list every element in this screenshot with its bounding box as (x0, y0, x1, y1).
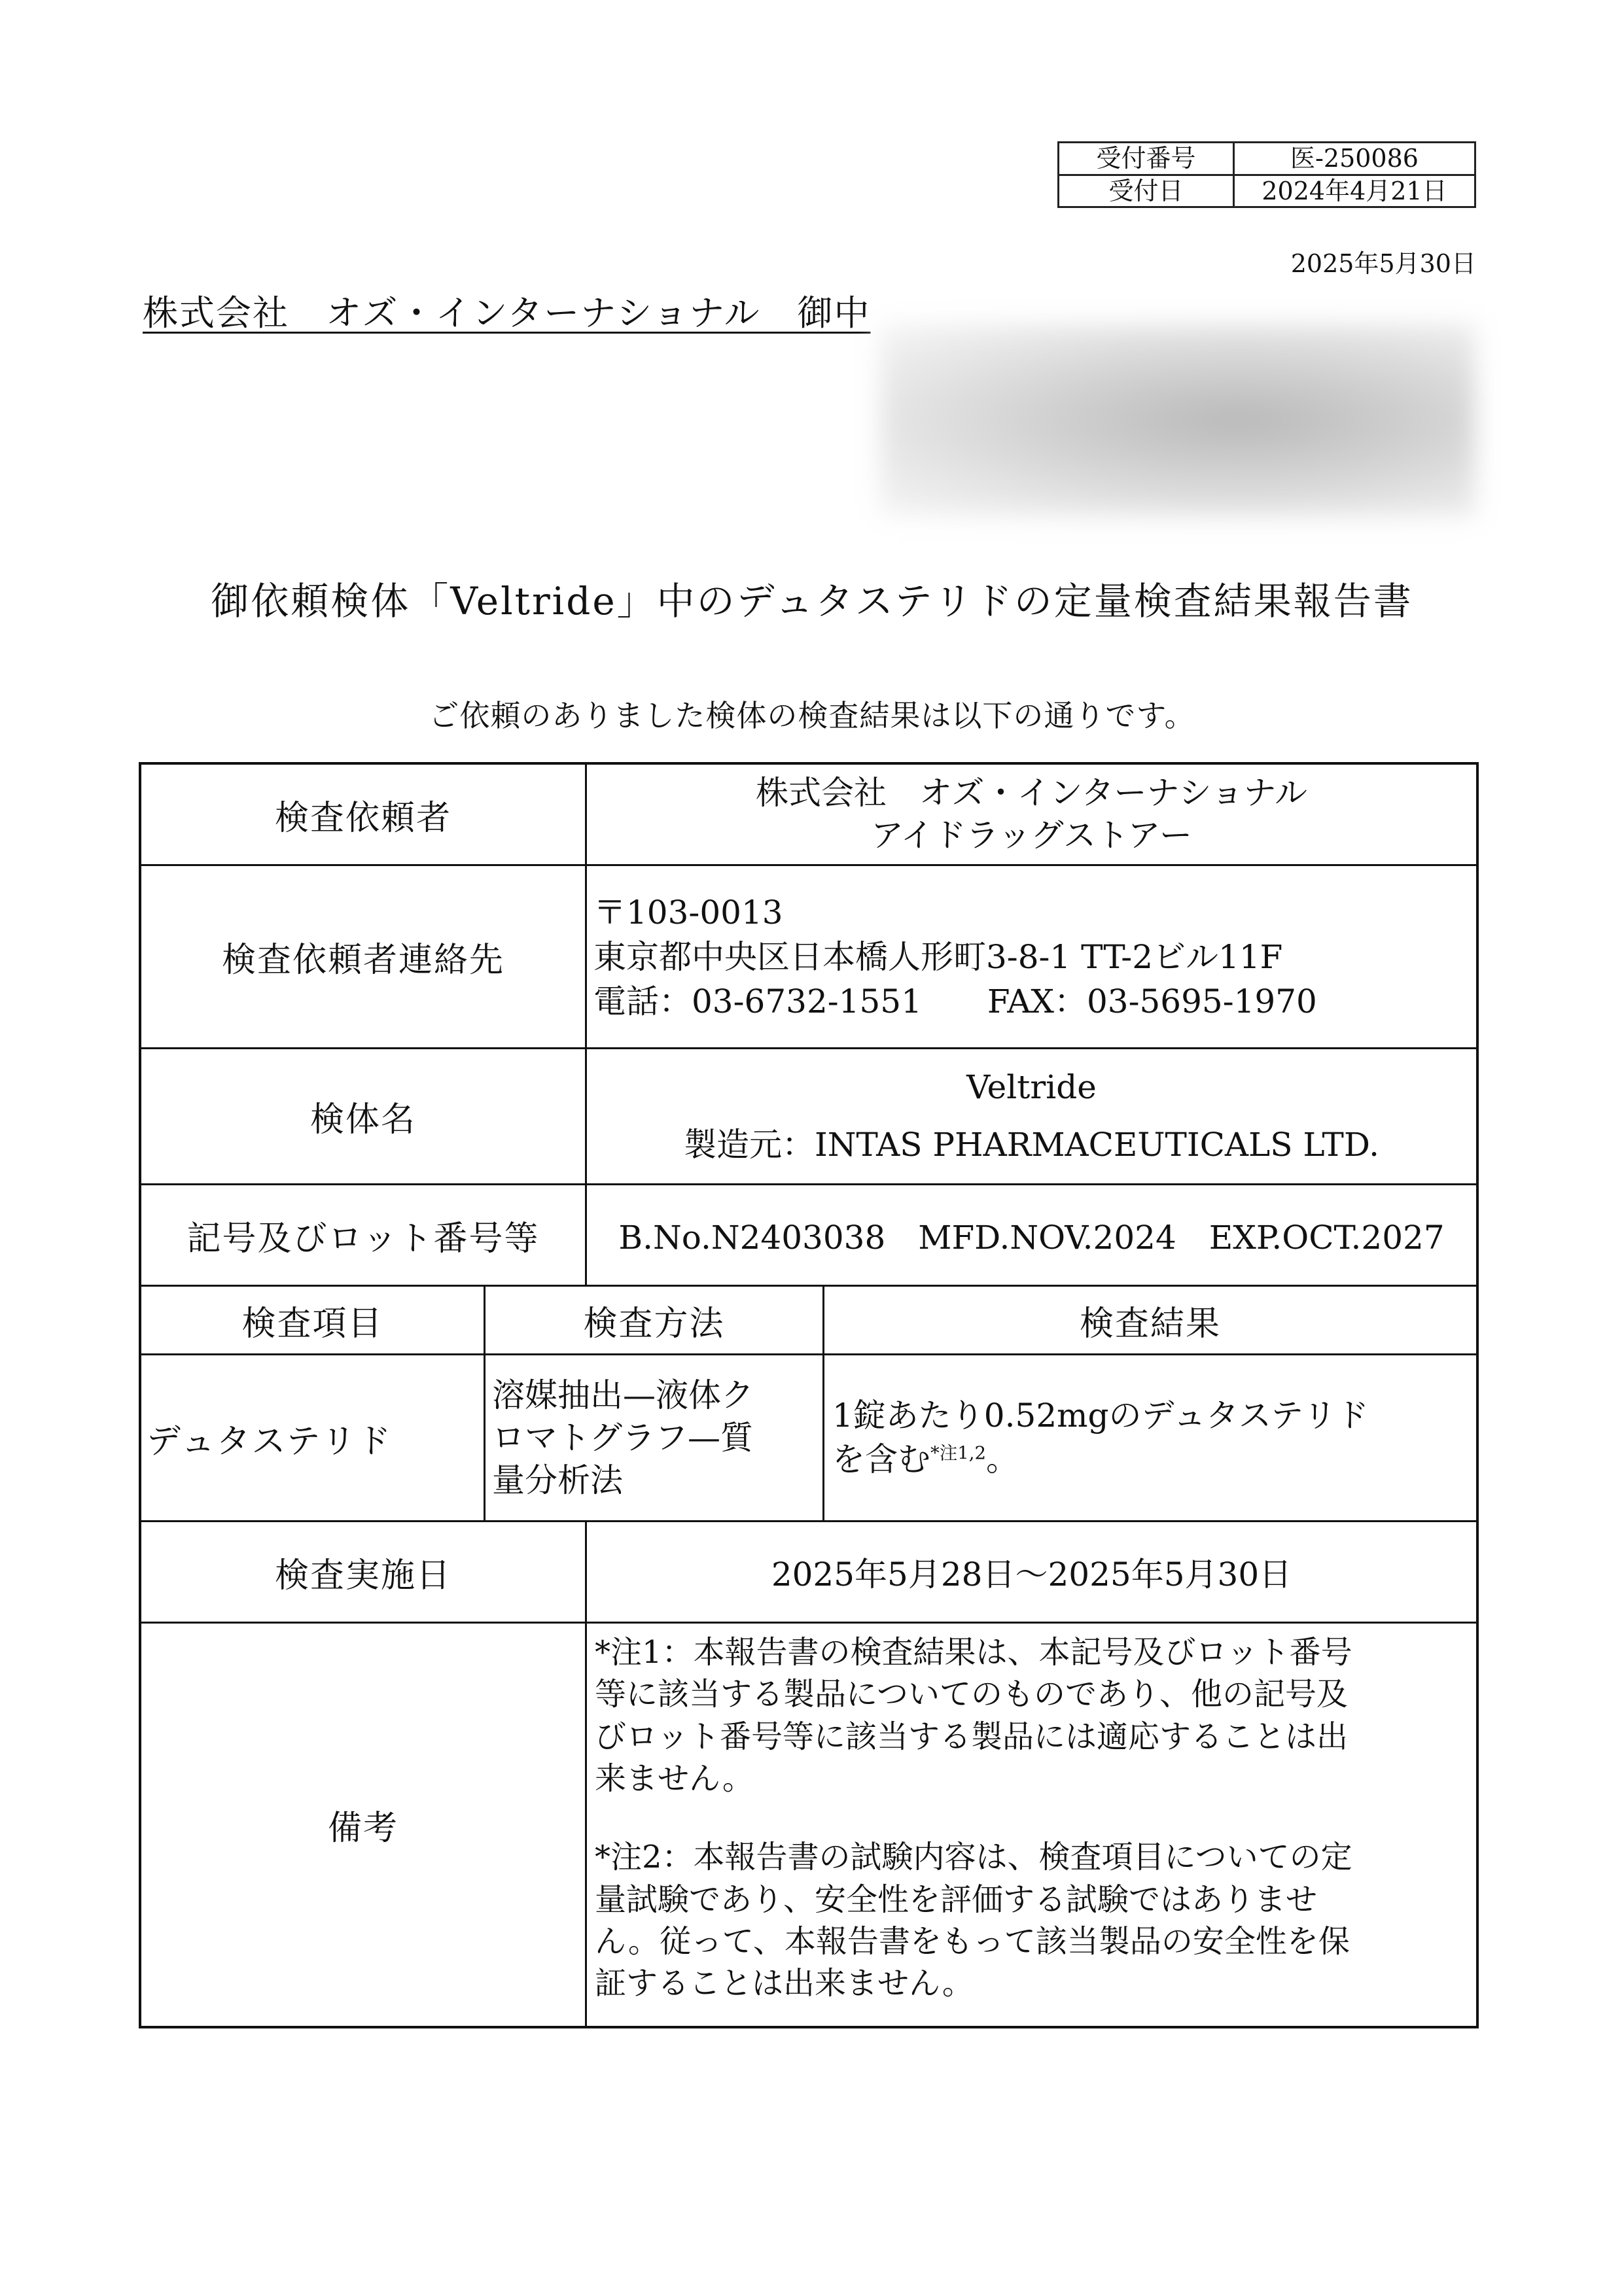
test-date-value: 2025年5月28日～2025年5月30日 (771, 1556, 1292, 1593)
receipt-number-label: 受付番号 (1059, 143, 1234, 175)
test-date-label: 検査実施日 (141, 1522, 587, 1622)
sample-value (587, 1049, 1476, 1183)
test-header-row (141, 1287, 1476, 1355)
receipt-box (1057, 141, 1476, 208)
test-result-line2-text: を含む (832, 1440, 930, 1478)
header-result: 検査結果 (1079, 1304, 1221, 1344)
test-method-line1: 溶媒抽出—液体ク (492, 1376, 754, 1414)
note2-line1: *注2：本報告書の試験内容は、検査項目についての定 (595, 1839, 1352, 1876)
report-title: 御依頼検体「Veltride」中のデュタステリドの定量検査結果報告書 (211, 579, 1413, 623)
test-result (824, 1355, 1476, 1520)
header-item: 検査項目 (141, 1287, 485, 1353)
note2-line4: 証することは出来ません。 (595, 1965, 974, 2002)
receipt-number-row (1059, 143, 1475, 175)
contact-label: 検査依頼者連絡先 (141, 866, 587, 1047)
contact-address: 東京都中央区日本橋人形町3-8-1 TT-2ビル11F (593, 937, 1283, 976)
note1-line3: びロット番号等に該当する製品には適応することは出 (595, 1718, 1349, 1755)
requester-line1: 株式会社 オズ・インターナショナル (756, 774, 1307, 812)
contact-phone: 電話：03-6732-1551 FAX：03-5695-1970 (593, 982, 1317, 1020)
requester-value (587, 765, 1476, 864)
results-table (139, 762, 1479, 2028)
contact-postal: 〒103-0013 (593, 893, 783, 931)
test-method-line3: 量分析法 (492, 1461, 623, 1499)
receipt-number-value: 医-250086 (1234, 143, 1475, 175)
report-date: 2025年5月30日 (1290, 249, 1476, 278)
redacted-area (880, 324, 1475, 517)
note1-line1: *注1：本報告書の検査結果は、本記号及びロット番号 (595, 1634, 1352, 1671)
test-method-line2: ロマトグラフ—質 (492, 1418, 753, 1457)
test-method (485, 1355, 824, 1520)
receipt-date-row (1059, 175, 1475, 207)
test-item: デュタステリド (141, 1355, 485, 1520)
note2-line2: 量試験であり、安全性を評価する試験ではありませ (595, 1881, 1318, 1918)
test-result-footnote: *注1,2 (930, 1442, 986, 1464)
test-result-end: 。 (985, 1440, 1019, 1478)
sample-label: 検体名 (141, 1049, 587, 1183)
header-method: 検査方法 (485, 1287, 824, 1353)
lot-value: B.No.N2403038 MFD.NOV.2024 EXP.OCT.2027 (618, 1219, 1445, 1257)
sample-name: Veltride (966, 1068, 1097, 1106)
test-result-line1: 1錠あたり0.52mgのデュタステリド (832, 1396, 1369, 1435)
requester-label: 検査依頼者 (141, 765, 587, 864)
intro-text: ご依頼のありました検体の検査結果は以下の通りです。 (429, 698, 1195, 733)
test-row (141, 1355, 1476, 1522)
sample-row (141, 1049, 1476, 1185)
note1-line2: 等に該当する製品についてのものであり、他の記号及 (595, 1676, 1349, 1713)
lot-row (141, 1185, 1476, 1287)
addressee: 株式会社 オズ・インターナショナル 御中 (143, 292, 871, 334)
requester-line2: アイドラッグストアー (871, 816, 1192, 854)
remarks-row (141, 1624, 1476, 2026)
lot-label: 記号及びロット番号等 (141, 1185, 587, 1285)
note2-line3: ん。従って、本報告書をもって該当製品の安全性を保 (595, 1922, 1350, 1960)
test-date-row (141, 1522, 1476, 1624)
test-result-line2 (832, 1438, 1019, 1482)
remarks-label: 備考 (141, 1624, 587, 2026)
receipt-date-value: 2024年4月21日 (1234, 175, 1475, 207)
note1-line4: 来ません。 (595, 1760, 754, 1797)
requester-row (141, 765, 1476, 866)
contact-value (587, 866, 1476, 1047)
remarks-value (587, 1624, 1476, 2026)
sample-maker: 製造元：INTAS PHARMACEUTICALS LTD. (683, 1125, 1380, 1164)
receipt-date-label: 受付日 (1059, 175, 1234, 207)
contact-row (141, 866, 1476, 1049)
